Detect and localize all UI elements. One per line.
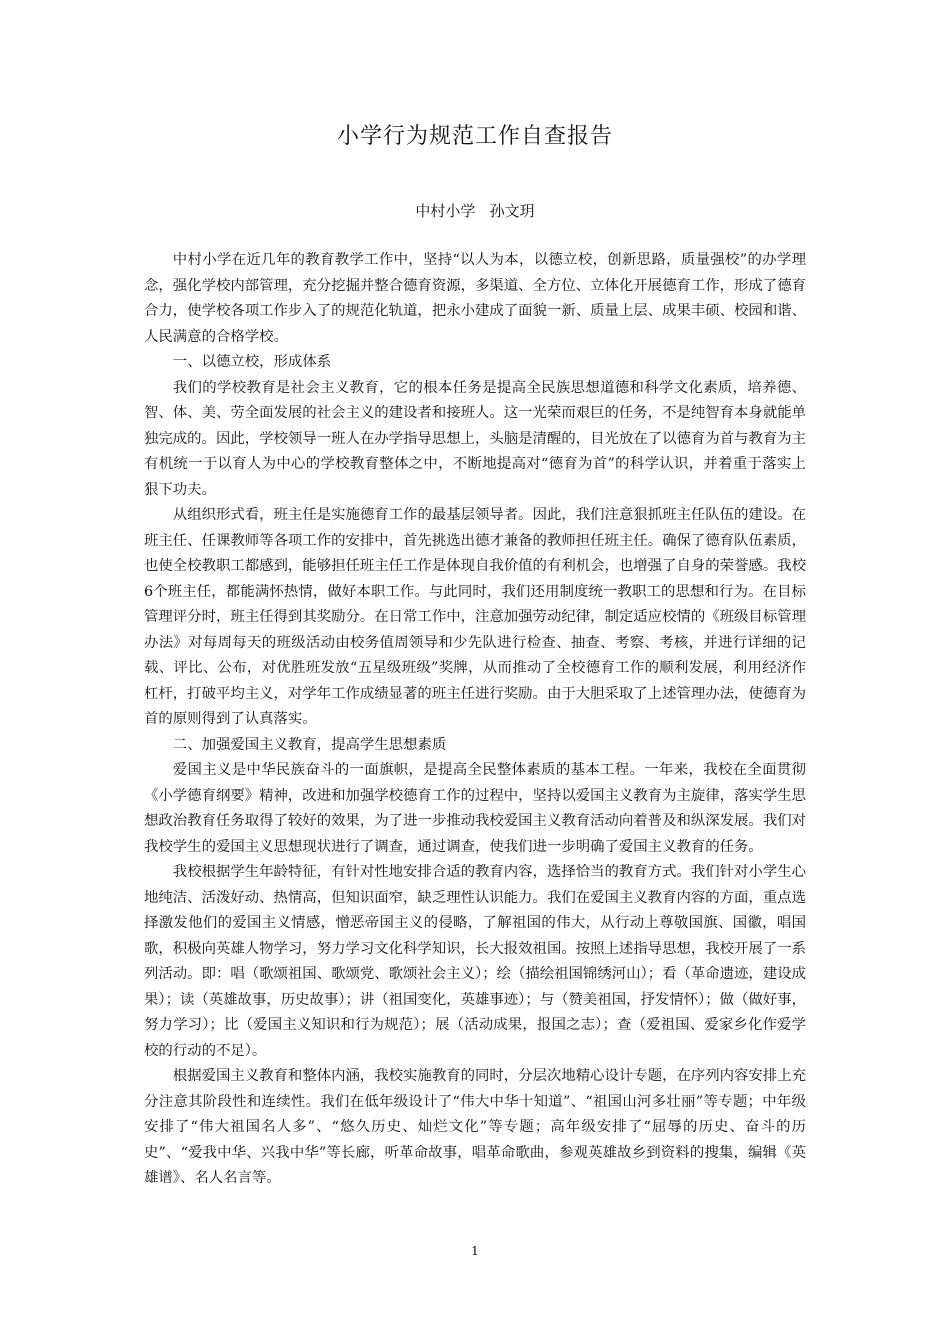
paragraph: 从组织形式看，班主任是实施德育工作的最基层领导者。因此，我们注意狠抓班主任队伍的建设。在班主任、任课教师等各项工作的安排中，首先挑选出德才兼备的教师担任班主任。确保了德育队伍素质，也使全校教职工都感到，能够担任班主任工作是体现自我价值的有利机会，也增强了自身的荣誉感。我校6个班主任，都能满怀热情，做好本职工作。与此同时，我们还用制度统一教职工的思想和行为。在目标管理评分时，班主任得到其奖励分。在日常工作中，注意加强劳动纪律，制定适应校情的《班级目标管理办法》对每周每天的班级活动由校务值周领导和少先队进行检查、抽查、考察、考核，并进行详细的记载、评比、公布，对优胜班发放“五星级班级”奖牌，从而推动了全校德育工作的顺利发展，利用经济作杠杆，打破平均主义，对学年工作成绩显著的班主任进行奖励。由于大胆采取了上述管理办法，使德育为首的原则得到了认真落实。 — [144, 507, 806, 727]
section-heading-2: 二、加强爱国主义教育，提高学生思想素质 — [172, 736, 447, 753]
document-title: 小学行为规范工作自查报告 — [336, 124, 613, 149]
paragraph-intro: 中村小学在近几年的教育教学工作中，坚持“以人为本，以德立校，创新思路，质量强校”的办学理念，强化学校内部管理，充分挖掘并整合德育资源，多渠道、全方位、立体化开展德育工作，形成了德育合力，使学校各项工作步入了的规范化轨道，把永小建成了面貌一新、质量上层、成果丰硕、校园和谐、人民满意的合格学校。 — [144, 252, 806, 345]
paragraph: 我校根据学生年龄特征，有针对性地安排合适的教育内容，选择恰当的教育方式。我们针对小学生心地纯洁、活泼好动、热情高，但知识面窄，缺乏理性认识能力。我们在爱国主义教育内容的方面，重点选择激发他们的爱国主义情感，憎恶帝国主义的侵略，了解祖国的伟大，从行动上尊敬国旗、国徽，唱国歌，积极向英雄人物学习，努力学习文化科学知识，长大报效祖国。按照上述指导思想，我校开展了一系列活动。即：唱（歌颂祖国、歌颂党、歌颂社会主义）；绘（描绘祖国锦绣河山）；看（革命遗迹，建设成果）；读（英雄故事，历史故事）；讲（祖国变化，英雄事迹）；与（赞美祖国，抒发情怀）；做（做好事，努力学习）；比（爱国主义知识和行为规范）；展（活动成果，报国之志）；查（爱祖国、爱家乡化作爱学校的行动的不足）。 — [144, 864, 806, 1059]
paragraph: 我们的学校教育是社会主义教育，它的根本任务是提高全民族思想道德和科学文化素质，培养德、智、体、美、劳全面发展的社会主义的建设者和接班人。这一光荣而艰巨的任务，不是纯智育本身就能单独完成的。因此，学校领导一班人在办学指导思想上，头脑是清醒的，目光放在了以德育为首与教育为主有机统一于以育人为中心的学校教育整体之中，不断地提高对“德育为首”的科学认识，并着重于落实上狠下功夫。 — [144, 379, 806, 498]
page-number: 1 — [471, 1244, 479, 1258]
document-body — [144, 248, 806, 1192]
paragraph: 爱国主义是中华民族奋斗的一面旗帜，是提高全民整体素质的基本工程。一年来，我校在全面贯彻《小学德育纲要》精神，改进和加强学校德育工作的过程中，坚持以爱国主义教育为主旋律，落实学生思想政治教育任务取得了较好的效果，为了进一步推动我校爱国主义教育活动向着普及和纵深发展。我们对我校学生的爱国主义思想现状进行了调查，通过调查，使我们进一步明确了爱国主义教育的任务。 — [144, 762, 806, 855]
section-heading-1: 一、以德立校，形成体系 — [172, 354, 332, 370]
document-author: 中村小学 孙文玥 — [415, 202, 535, 220]
paragraph: 根据爱国主义教育和整体内涵，我校实施教育的同时，分层次地精心设计专题，在序列内容安排上充分注意其阶段性和连续性。我们在低年级设计了“伟大中华十知道”、“祖国山河多壮丽”等专题；中年级安排了“伟大祖国名人多”、“悠久历史、灿烂文化”等专题；高年级安排了“屈辱的历史、奋斗的历史”、“爱我中华、兴我中华”等长廊，听革命故事，唱革命歌曲，参观英雄故乡到资料的搜集，编辑《英雄谱》、名人名言等。 — [144, 1068, 806, 1186]
